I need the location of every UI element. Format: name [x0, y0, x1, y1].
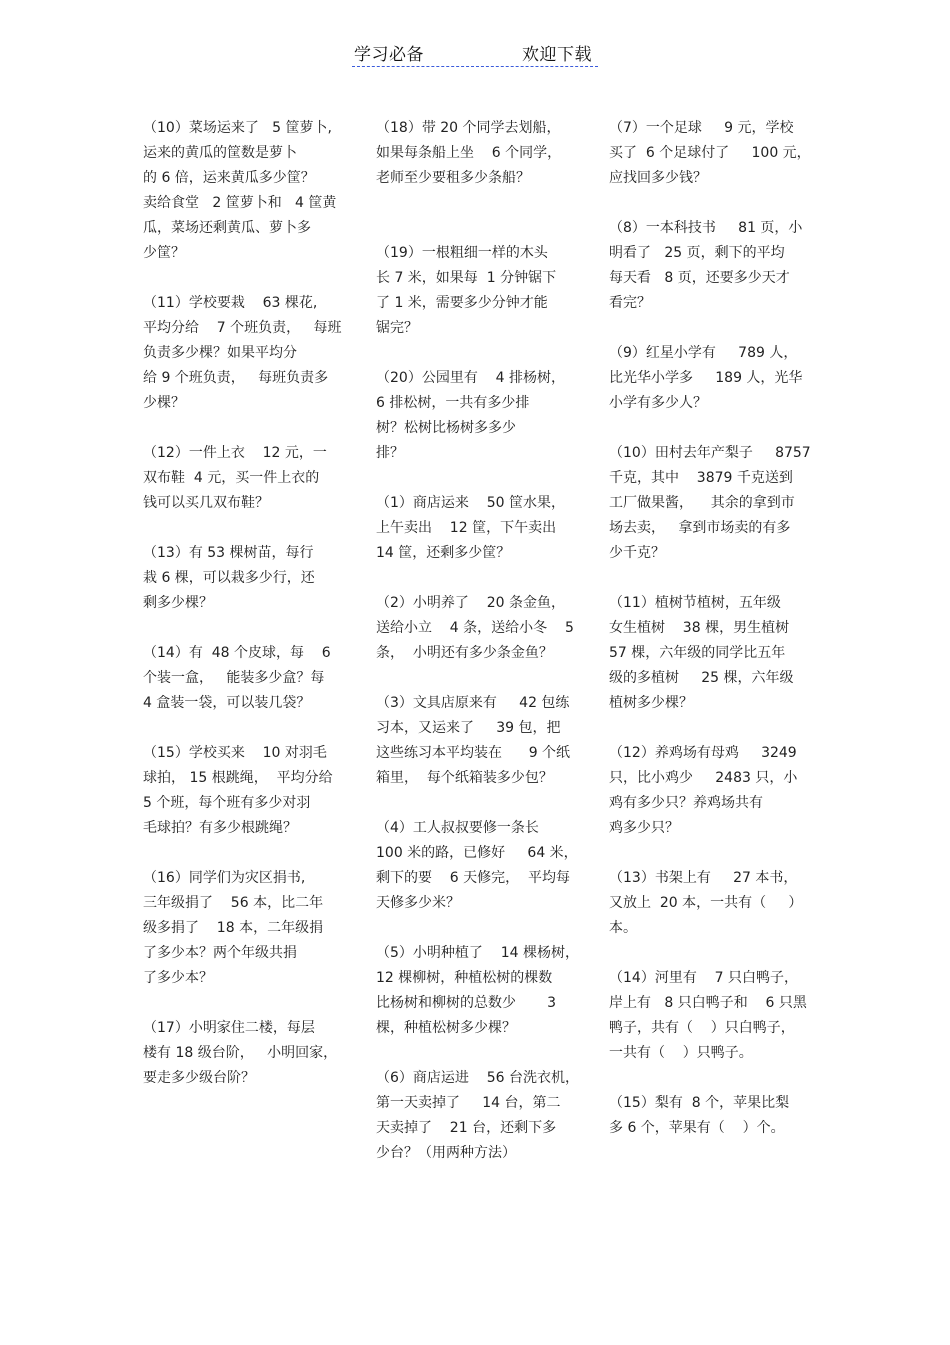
problem-line: 比杨树和柳树的总数少 3 [376, 995, 557, 1011]
problem-block [609, 866, 819, 941]
problem-block [609, 116, 819, 191]
problem-line: 每天看 8 页，还要多少天才 [609, 270, 790, 286]
problem-line: 个装一盒， 能装多少盒？每 [143, 670, 325, 686]
problem-block [376, 116, 586, 216]
problem-line: 了多少本？两个年级共捐 [143, 945, 297, 961]
problem-line: （11）植树节植树，五年级 [609, 595, 781, 611]
problem-line: （4）工人叔叔要修一条长 [376, 820, 539, 836]
problem-line: （19）一根粗细一样的木头 [376, 245, 548, 261]
problem-line: 场去卖， 拿到市场卖的有多 [609, 520, 791, 536]
problem-line: 少棵？ [143, 395, 185, 411]
problem-block [376, 691, 586, 791]
problem-line: 栽 6 棵，可以栽多少行，还 [143, 570, 315, 586]
problem-line: 锯完？ [376, 320, 418, 336]
problem-line: （2）小明养了 20 条金鱼， [376, 595, 565, 611]
problem-line: 鸭子，共有（ ）只白鸭子， [609, 1020, 795, 1036]
problem-line: 棵，种植松树多少棵？ [376, 1020, 516, 1036]
problem-line: （13）有 53 棵树苗，每行 [143, 545, 314, 561]
problem-line: 多 6 个，苹果有（ ）个。 [609, 1120, 785, 1136]
problem-line: 少筐？ [143, 245, 185, 261]
problem-line: （11）学校要栽 63 棵花, [143, 295, 318, 311]
problem-line: 了多少本？ [143, 970, 213, 986]
problem-line: （10）菜场运来了 5 筐萝卜, [143, 120, 332, 136]
problem-block [609, 1091, 819, 1141]
problem-line: 这些练习本平均装在 9 个纸 [376, 745, 571, 761]
problem-block [376, 816, 586, 916]
problem-line: 球拍， 15 根跳绳， 平均分给 [143, 770, 333, 786]
problem-line: 比光华小学多 189 人，光华 [609, 370, 803, 386]
problem-line: （8）一本科技书 81 页，小 [609, 220, 803, 236]
problem-line: （15）学校买来 10 对羽毛 [143, 745, 327, 761]
problem-line: 老师至少要租多少条船？ [376, 170, 530, 186]
page-header [352, 40, 598, 67]
problem-line: 条， 小明还有多少条金鱼？ [376, 645, 553, 661]
problem-block [143, 291, 348, 416]
problem-block [143, 741, 348, 841]
problem-line: 12 棵柳树，种植松树的棵数 [376, 970, 553, 986]
problem-line: 剩下的要 6 天修完， 平均每 [376, 870, 571, 886]
problem-line: 看完？ [609, 295, 651, 311]
problem-line: （12）养鸡场有母鸡 3249 [609, 745, 797, 761]
problem-line: 习本，又运来了 39 包，把 [376, 720, 561, 736]
problem-line: 如果每条船上坐 6 个同学， [376, 145, 562, 161]
problem-line: （3）文具店原来有 42 包练 [376, 695, 570, 711]
problem-line: 毛球拍？有多少根跳绳？ [143, 820, 297, 836]
problem-line: （17）小明家住二楼，每层 [143, 1020, 315, 1036]
problem-line: 小学有多少人？ [609, 395, 707, 411]
problem-line: 平均分给 7 个班负责， 每班 [143, 320, 342, 336]
problem-block [609, 216, 819, 316]
problem-block [143, 641, 348, 716]
problem-block [609, 741, 819, 841]
problem-line: （20）公园里有 4 排杨树， [376, 370, 565, 386]
problem-line: 应找回多少钱？ [609, 170, 707, 186]
problem-line: 100 米的路，已修好 64 米， [376, 845, 578, 861]
problem-block [376, 1066, 586, 1166]
problem-line: 树？松树比杨树多多少 [376, 420, 516, 436]
problem-line: 又放上 20 本，一共有（ ） [609, 895, 803, 911]
problem-block [376, 241, 586, 341]
header-left-text: 学习必备 [354, 45, 424, 65]
problem-line: （14）有 48 个皮球，每 6 [143, 645, 331, 661]
problem-line: 级多捐了 18 本，二年级捐 [143, 920, 324, 936]
problem-line: 只，比小鸡少 2483 只，小 [609, 770, 798, 786]
problem-line: 箱里， 每个纸箱装多少包？ [376, 770, 553, 786]
problem-block [143, 866, 348, 991]
problem-line: （16）同学们为灾区捐书, [143, 870, 306, 886]
problem-line: （15）梨有 8 个，苹果比梨 [609, 1095, 790, 1111]
problem-line: 级的多植树 25 棵，六年级 [609, 670, 794, 686]
problem-block [609, 341, 819, 416]
problem-line: 5 个班，每个班有多少对羽 [143, 795, 311, 811]
problem-block [143, 116, 348, 266]
problem-line: 上午卖出 12 筐，下午卖出 [376, 520, 557, 536]
problem-block [609, 966, 819, 1066]
problem-line [376, 191, 586, 216]
problem-block [376, 366, 586, 466]
column-3 [609, 116, 819, 1166]
problem-block [143, 441, 348, 516]
problem-line: （1）商店运来 50 筐水果， [376, 495, 565, 511]
problem-line: 少台？（用两种方法） [376, 1145, 516, 1161]
problem-line: 负责多少棵？如果平均分 [143, 345, 297, 361]
problem-line: 长 7 米，如果每 1 分钟锯下 [376, 270, 557, 286]
problem-line: 千克，其中 3879 千克送到 [609, 470, 793, 486]
problem-line: 给 9 个班负责， 每班负责多 [143, 370, 329, 386]
problem-line: 14 筐，还剩多少筐？ [376, 545, 511, 561]
problem-line: 工厂做果酱， 其余的拿到市 [609, 495, 795, 511]
problem-block [609, 591, 819, 716]
problem-block [376, 941, 586, 1041]
problem-line: 了 1 米，需要多少分钟才能 [376, 295, 548, 311]
header-right-text: 欢迎下载 [522, 45, 592, 65]
problem-line: 卖给食堂 2 筐萝卜和 4 筐黄 [143, 195, 337, 211]
problem-block [376, 491, 586, 566]
problem-line: （18）带 20 个同学去划船， [376, 120, 561, 136]
problem-line: 要走多少级台阶？ [143, 1070, 255, 1086]
problem-line: （9）红星小学有 789 人， [609, 345, 798, 361]
problem-line: 鸡多少只？ [609, 820, 679, 836]
column-2 [376, 116, 586, 1191]
problem-line: 剩多少棵？ [143, 595, 213, 611]
problem-line: 双布鞋 4 元，买一件上衣的 [143, 470, 320, 486]
problem-line: 送给小立 4 条，送给小冬 5 [376, 620, 574, 636]
problem-line: 排？ [376, 445, 404, 461]
problem-line: 天修多少米？ [376, 895, 460, 911]
problem-line: 6 排松树，一共有多少排 [376, 395, 530, 411]
problem-line: 一共有（ ）只鸭子。 [609, 1045, 753, 1061]
problem-line: 的 6 倍，运来黄瓜多少筐？ [143, 170, 315, 186]
problem-line: 岸上有 8 只白鸭子和 6 只黑 [609, 995, 807, 1011]
problem-line: 鸡有多少只？养鸡场共有 [609, 795, 763, 811]
problem-block [143, 541, 348, 616]
problem-line: 女生植树 38 棵，男生植树 [609, 620, 790, 636]
problem-line: 买了 6 个足球付了 100 元， [609, 145, 811, 161]
problem-line: 明看了 25 页，剩下的平均 [609, 245, 785, 261]
problem-line: 植树多少棵？ [609, 695, 693, 711]
problem-line: （10）田村去年产梨子 8757 [609, 445, 811, 461]
problem-line: 三年级捐了 56 本，比二年 [143, 895, 324, 911]
problem-line: （6）商店运进 56 台洗衣机， [376, 1070, 579, 1086]
problem-line: 瓜，菜场还剩黄瓜、萝卜多 [143, 220, 311, 236]
column-1 [143, 116, 348, 1116]
problem-line: 4 盒装一袋，可以装几袋？ [143, 695, 311, 711]
problem-line: 第一天卖掉了 14 台，第二 [376, 1095, 561, 1111]
problem-line: 57 棵，六年级的同学比五年 [609, 645, 786, 661]
problem-line: 天卖掉了 21 台，还剩下多 [376, 1120, 557, 1136]
problem-line: 楼有 18 级台阶， 小明回家， [143, 1045, 338, 1061]
problem-line: （7）一个足球 9 元，学校 [609, 120, 794, 136]
problem-block [143, 1016, 348, 1091]
problem-line: （12）一件上衣 12 元，一 [143, 445, 327, 461]
problem-line: （5）小明种植了 14 棵杨树， [376, 945, 579, 961]
problem-block [376, 591, 586, 666]
problem-line: 本。 [609, 920, 637, 936]
problem-line: 运来的黄瓜的筐数是萝卜 [143, 145, 297, 161]
problem-line: （14）河里有 7 只白鸭子， [609, 970, 798, 986]
problem-line: 钱可以买几双布鞋？ [143, 495, 269, 511]
problem-line: 少千克？ [609, 545, 665, 561]
problem-block [609, 441, 819, 566]
problem-line: （13）书架上有 27 本书， [609, 870, 798, 886]
